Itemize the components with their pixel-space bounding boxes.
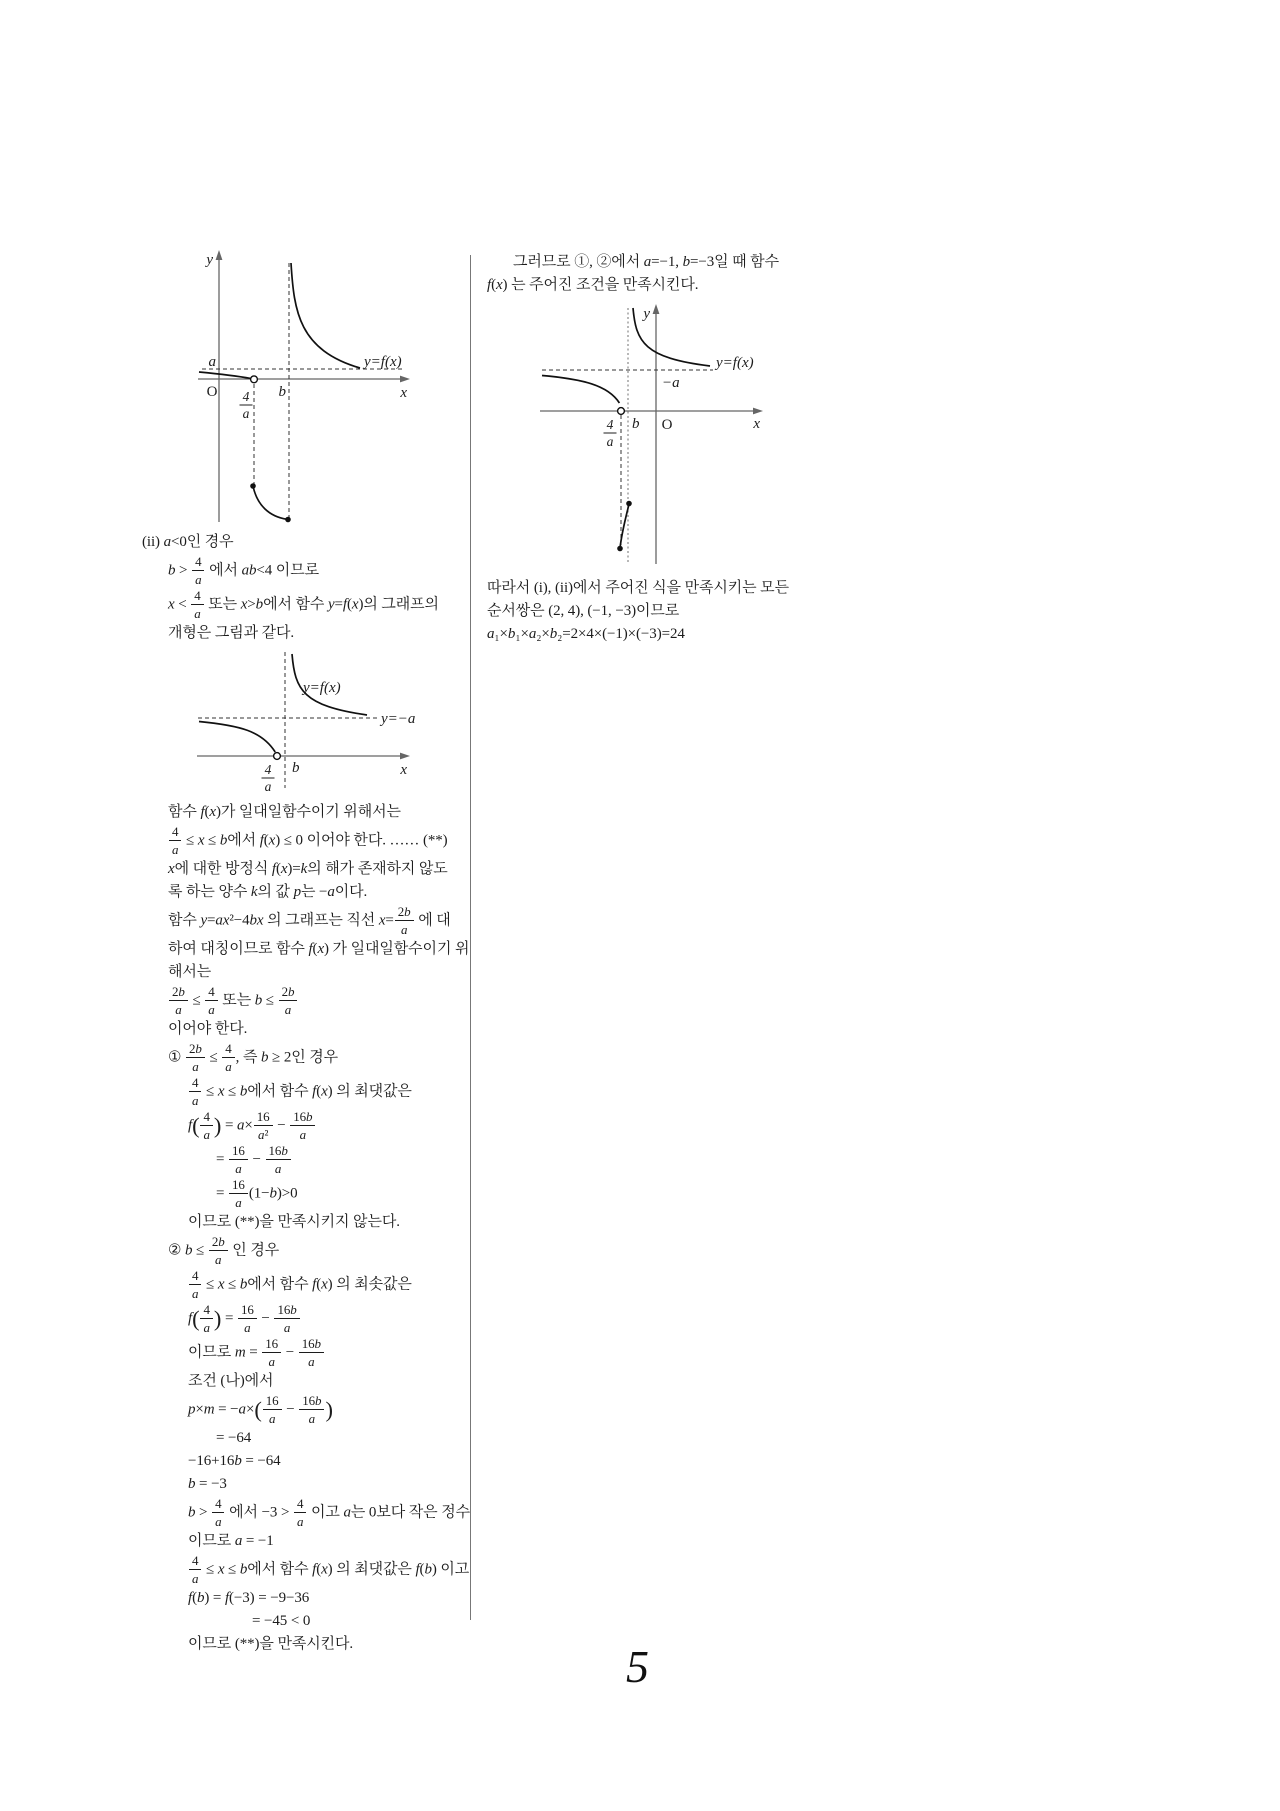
text-block-conclusion-case (485, 252, 820, 296)
endpoint-dot (285, 517, 291, 523)
y-axis-arrow-icon (653, 304, 660, 314)
inline-fraction: $\frac{4}{a}$ (189, 1075, 201, 1107)
inline-fraction: $\frac{16b}{a}$ (290, 1109, 315, 1141)
solution-text-line: $\frac{4}{a}$ ≤ x ≤ b에서 f(x) ≤ 0 이어야 한다. …… (**) (140, 825, 470, 857)
inline-fraction: $\frac{4}{a}$ (222, 1041, 234, 1073)
solution-text-line: 함수 f(x)가 일대일함수이기 위해서는 (168, 804, 401, 820)
inline-fraction: $\frac{4}{a}$ (169, 824, 181, 856)
solution-text-line: 이므로 m = $\frac{16}{a}$ − $\frac{16b}{a}$ (140, 1337, 470, 1369)
inline-fraction: $\frac{16}{a}$ (263, 1393, 282, 1425)
inline-fraction: $\frac{2b}{a}$ (186, 1041, 205, 1073)
inline-fraction: $\frac{16}{a}$ (238, 1302, 257, 1334)
inline-fraction: $\frac{4}{a}$ (200, 1109, 212, 1141)
solution-text-line: $\frac{4}{a}$ ≤ x ≤ b에서 함수 f(x) 의 최댓값은 f(b) 이고 (140, 1554, 470, 1586)
inline-fraction: $\frac{4}{a}$ (212, 1496, 224, 1528)
b-label: b (278, 384, 286, 400)
solution-text-line: 이므로 (**)을 만족시키지 않는다. (188, 1214, 400, 1230)
text-block-final-answer (485, 578, 820, 645)
b-label: b (292, 760, 300, 776)
curve-left-branch (199, 372, 251, 378)
curve-lower-segment (253, 486, 287, 519)
root-fraction-denominator: a (242, 406, 250, 421)
left-column (140, 200, 470, 1657)
solution-text-line: ① $\frac{2b}{a}$ ≤ $\frac{4}{a}$ , 즉 b ≥ 2인 경우 (168, 1041, 339, 1074)
inline-fraction: $\frac{16}{a}$ (229, 1177, 248, 1209)
b-label: b (632, 416, 640, 432)
curve-label: y=f(x) (716, 355, 754, 371)
solution-text-line: 함수 y=ax²−4bx 의 그래프는 직선 x= $\frac{2b}{a}$ 에 대 (168, 904, 451, 937)
graph-case-a-negative-full (155, 200, 425, 532)
inline-fraction: $\frac{4}{a}$ (192, 554, 204, 586)
solution-text-line: a₁×b₁×a₂×b₂=2×4×(−1)×(−3)=24 (487, 626, 685, 642)
curve-label: y=f(x) (303, 680, 341, 696)
solution-text-line: 해서는 (168, 964, 212, 980)
text-block-main-solution (140, 802, 470, 1655)
endpoint-dot (626, 501, 632, 507)
root-fraction-numerator: 4 (264, 762, 272, 777)
inline-fraction: $\frac{2b}{a}$ (395, 904, 414, 936)
solution-text-line: 개형은 그림과 같다. (168, 625, 295, 641)
open-circle-root (251, 376, 258, 383)
solution-text-line: 조건 (나)에서 (188, 1373, 274, 1389)
solution-text-line: (ii) a<0인 경우 (142, 534, 234, 550)
root-fraction-denominator: a (606, 434, 614, 449)
x-axis-label: x (400, 385, 407, 401)
root-fraction-numerator: 4 (242, 389, 250, 404)
solution-text-line: b > $\frac{4}{a}$ 에서 ab<4 이므로 (168, 554, 319, 587)
asymptote-label: −a (662, 375, 680, 391)
solution-text-line: = −64 (216, 1430, 252, 1446)
solution-text-line: 이어야 한다. (168, 1021, 248, 1037)
inline-fraction: $\frac{4}{a}$ (189, 1553, 201, 1585)
curve-label: y=f(x) (364, 354, 402, 370)
x-axis-arrow-icon (753, 408, 763, 415)
inline-fraction: $\frac{4}{a}$ (205, 984, 217, 1016)
solution-text-line: f(b) = f(−3) = −9−36 (188, 1590, 310, 1606)
solution-text-line: $\frac{2b}{a}$ ≤ $\frac{4}{a}$ 또는 b ≤ $\frac{2b}{a}$ (140, 985, 470, 1017)
solution-text-line: b = −3 (188, 1476, 227, 1492)
solution-text-line: 순서쌍은 (2, 4), (−1, −3)이므로 (487, 603, 680, 619)
x-axis-label: x (400, 762, 407, 778)
solution-text-line: $\frac{4}{a}$ ≤ x ≤ b에서 함수 f(x) 의 최솟값은 (140, 1269, 470, 1301)
inline-fraction: $\frac{4}{a}$ (191, 588, 203, 620)
solution-text-line: ② b ≤ $\frac{2b}{a}$ 인 경우 (168, 1234, 280, 1267)
root-fraction-denominator: a (264, 779, 272, 794)
solution-text-line: 이므로 (**)을 만족시킨다. (188, 1636, 354, 1652)
x-axis-arrow-icon (400, 376, 410, 383)
inline-fraction: $\frac{16b}{a}$ (299, 1393, 324, 1425)
origin-label: O (206, 384, 218, 400)
right-column (485, 252, 820, 647)
endpoint-dot (617, 546, 623, 552)
text-block-case-ii (140, 532, 470, 644)
solution-text-line: $\frac{4}{a}$ ≤ x ≤ b에서 함수 f(x) 의 최댓값은 (140, 1076, 470, 1108)
inline-fraction: $\frac{16b}{a}$ (266, 1143, 291, 1175)
inline-fraction: $\frac{16}{a}$ (229, 1143, 248, 1175)
solution-text-line: x에 대한 방정식 f(x)=k의 해가 존재하지 않도 (168, 861, 448, 877)
solution-text-line: f( $\frac{4}{a}$ ) = a× $\frac{16}{\text{a²}}$ − $\frac{16b}{a}$ (140, 1110, 470, 1142)
origin-label: O (661, 417, 673, 433)
solution-text-line: p×m = −a×( $\frac{16}{a}$ − $\frac{16b}{a}$ ) (188, 1393, 333, 1426)
solution-text-line: 이므로 a = −1 (188, 1533, 274, 1549)
inline-fraction: $\frac{2b}{a}$ (169, 984, 188, 1016)
y-axis-arrow-icon (216, 250, 223, 260)
inline-fraction: $\frac{4}{a}$ (189, 1268, 201, 1300)
page-number: 5 (626, 1641, 649, 1692)
inline-fraction: $\frac{16b}{a}$ (299, 1336, 324, 1368)
open-circle-root (618, 408, 625, 415)
inline-fraction: $\frac{2b}{a}$ (279, 984, 298, 1016)
solution-text-line: = $\frac{16}{a}$ (1−b)>0 (216, 1177, 298, 1210)
curve-right-branch (291, 263, 360, 368)
solution-text-line: f(x) 는 주어진 조건을 만족시킨다. (487, 277, 699, 293)
x-axis-arrow-icon (400, 753, 410, 760)
inline-fraction: $\frac{16b}{a}$ (274, 1302, 299, 1334)
inline-fraction: $\frac{16}{a}$ (262, 1336, 281, 1368)
solution-text-line: 따라서 (i), (ii)에서 주어진 식을 만족시키는 모든 (487, 580, 789, 596)
solution-text-line: −16+16b = −64 (188, 1453, 281, 1469)
curve-left-branch (199, 722, 275, 753)
inline-fraction: $\frac{2b}{a}$ (209, 1234, 228, 1266)
solution-text-line: 하여 대칭이므로 함수 f(x) 가 일대일함수이기 위 (168, 941, 470, 957)
graph-final-function (520, 298, 775, 570)
endpoint-dot (250, 483, 256, 489)
solution-text-line: 록 하는 양수 k의 값 p는 −a이다. (168, 884, 368, 900)
x-axis-label: x (753, 416, 760, 432)
column-divider (470, 255, 471, 1620)
inline-fraction: $\frac{4}{a}$ (294, 1496, 306, 1528)
inline-fraction: $\frac{4}{a}$ (200, 1302, 212, 1334)
asymptote-label: y=−a (381, 711, 416, 727)
graph-case-a-negative-shape (155, 648, 425, 796)
open-circle-root (274, 753, 281, 760)
solution-text-line: = $\frac{16}{a}$ − $\frac{16b}{a}$ (140, 1144, 470, 1176)
solution-text-line: f( $\frac{4}{a}$ ) = $\frac{16}{a}$ − $\frac{16b}{a}$ (140, 1303, 470, 1335)
asymptote-label: a (208, 354, 216, 370)
root-fraction-numerator: 4 (606, 417, 614, 432)
solution-text-line: = −45 < 0 (252, 1613, 311, 1629)
y-axis-label: y (643, 306, 650, 322)
solution-text-line: x < $\frac{4}{a}$ 또는 x>b에서 함수 y=f(x)의 그래프의 (168, 588, 439, 621)
solution-text-line: 그러므로 ①, ②에서 a=−1, b=−3일 때 함수 (513, 254, 779, 270)
solution-text-line: b > $\frac{4}{a}$ 에서 −3 > $\frac{4}{a}$ 이고 a는 0보다 작은 정수 (188, 1496, 470, 1529)
inline-fraction: $\frac{16}{\text{a²}}$ (254, 1109, 273, 1141)
y-axis-label: y (206, 252, 213, 268)
curve-left-branch (542, 376, 619, 404)
